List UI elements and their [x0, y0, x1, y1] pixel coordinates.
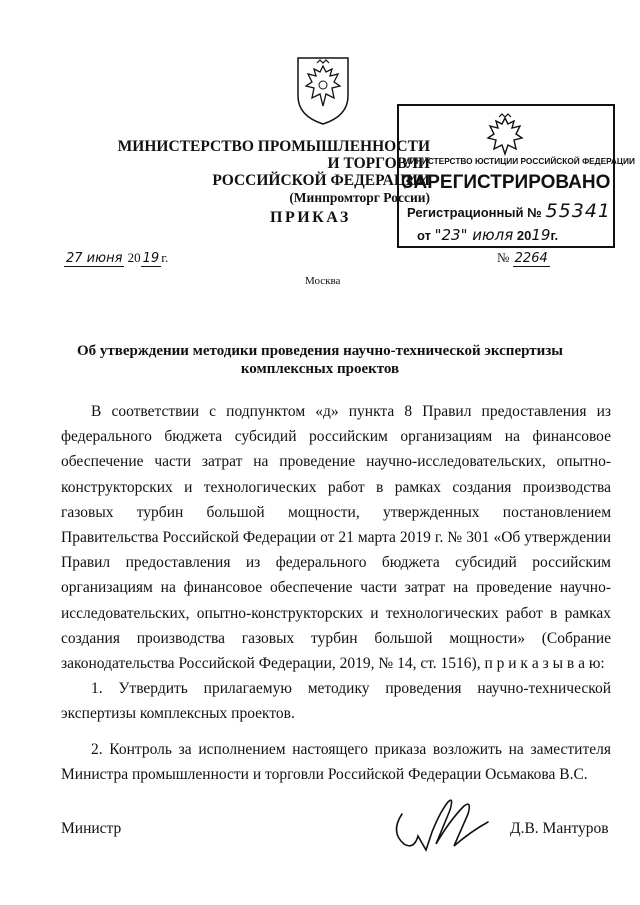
signatory-name: Д.В. Мантуров: [510, 820, 609, 837]
order-date-handwritten: 27 июня: [66, 251, 123, 266]
order-date: [64, 250, 168, 266]
ministry-header: [110, 138, 430, 206]
ministry-name-line2: РОССИЙСКОЙ ФЕДЕРАЦИИ: [212, 172, 430, 189]
stamp-reg-label: Регистрационный №: [407, 205, 542, 220]
stamp-date: [417, 226, 558, 244]
order-year-prefix: 20: [127, 250, 141, 265]
stamp-year-prefix: 20: [516, 228, 532, 243]
document-type-title: ПРИКАЗ: [270, 209, 351, 226]
order-year-end: г.: [161, 250, 169, 265]
stamp-registered-label: ЗАРЕГИСТРИРОВАНО: [401, 172, 611, 193]
stamp-ministry-name: МИНИСТЕРСТВО ЮСТИЦИИ РОССИЙСКОЙ ФЕДЕРАЦИИ: [403, 156, 635, 166]
order-number: [497, 250, 550, 266]
ministry-short-name: (Минпромторг России): [289, 190, 430, 205]
stamp-date-prefix: от: [417, 228, 431, 243]
stamp-emblem-icon: [482, 112, 528, 156]
stamp-year-handwritten: 19: [531, 226, 551, 244]
stamp-year-end: г.: [550, 228, 559, 243]
ministry-name-line1: МИНИСТЕРСТВО ПРОМЫШЛЕННОСТИ И ТОРГОВЛИ: [117, 138, 430, 172]
order-year-handwritten: 19: [142, 251, 160, 266]
handwritten-signature: [388, 792, 506, 852]
stamp-reg-number-handwritten: 55341: [545, 200, 612, 222]
document-body: [61, 399, 611, 796]
document-title-line2: комплексных проектов: [240, 361, 400, 377]
order-number-handwritten: 2264: [514, 251, 548, 266]
city-name: Москва: [305, 275, 341, 287]
body-paragraph-preamble: В соответствии с подпунктом «д» пункта 8 Правил предоставления из федерального бюджета субсидий российским организациям на финансовое обеспечение части затрат на проведение научно-исследовательских, опытно-конструкторских и технологических работ в рамках создания производства газовых турбин большой мощности, утвержденных постановлением Правительства Российской Федерации от 21 марта 2019 г. № 301 «Об утверждении Правил предоставления из федерального бюджета субсидий российским организациям на финансовое обеспечение части затрат на проведение научно-исследовательских, опытно-конструкторских и технологических работ в рамках создания производства газовых турбин большой мощности» (Собрание законодательства Российской Федерации, 2019, № 14, ст. 1516), п р и к а з ы в а ю:: [61, 403, 611, 673]
document-title: [60, 342, 580, 378]
stamp-registration-number: [407, 200, 611, 222]
order-number-prefix: №: [497, 250, 510, 265]
signatory-title: Министр: [61, 820, 122, 837]
registration-stamp: [397, 104, 635, 248]
body-paragraph-item1: 1. Утвердить прилагаемую методику проведения научно-технической экспертизы комплексных проектов.: [61, 680, 611, 723]
document-title-line1: Об утверждении методики проведения научно-технической экспертизы: [76, 343, 564, 359]
body-paragraph-item2: 2. Контроль за исполнением настоящего приказа возложить на заместителя Министра промышленности и торговли Российской Федерации Осьмакова В.С.: [61, 740, 611, 783]
coat-of-arms-emblem: [292, 52, 354, 126]
stamp-date-handwritten: "23" июля: [434, 226, 514, 244]
